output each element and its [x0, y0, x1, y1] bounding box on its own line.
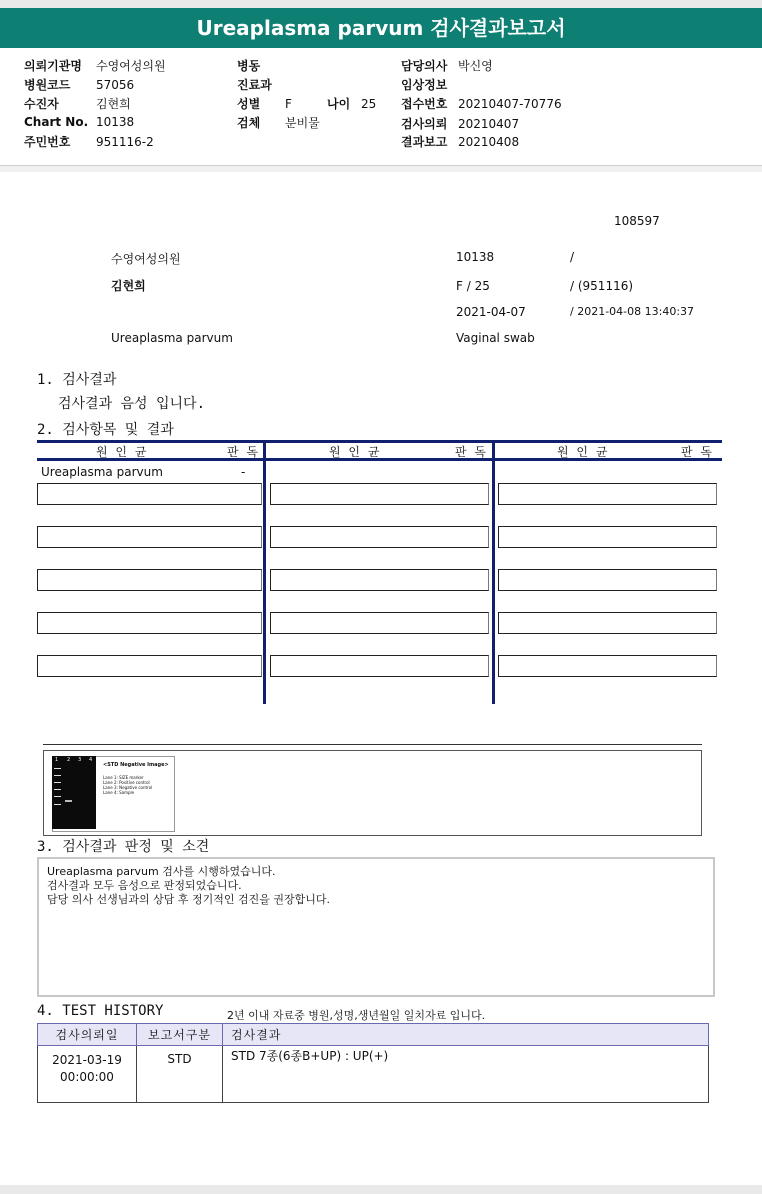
info-patient: 수진자 김현희	[24, 97, 131, 111]
info-clinic: 의뢰기관명 수영여성의원	[24, 59, 166, 73]
result-cell	[498, 526, 717, 548]
gel-lane-2: 2	[67, 757, 71, 763]
section-4-title: 4. TEST HISTORY	[37, 1003, 164, 1019]
gel-legend-lane1: Lane 1: SIZE marker	[103, 775, 144, 780]
info-clinical: 임상정보	[401, 78, 448, 92]
divider-band	[0, 166, 762, 172]
info-report-date: 결과보고 20210408	[401, 135, 520, 149]
image-top-rule	[43, 744, 702, 745]
result-cell	[37, 526, 262, 548]
history-header-row	[38, 1024, 709, 1046]
result-cell	[37, 569, 262, 591]
finding-line: 검사결과 모두 음성으로 판정되었습니다.	[47, 879, 242, 892]
result-cell	[270, 569, 489, 591]
gel-band	[54, 796, 61, 797]
history-result: STD 7종(6종B+UP) : UP(+)	[223, 1046, 709, 1103]
result-cell	[270, 655, 489, 677]
result-value: -	[241, 465, 246, 479]
doc-test-name: Ureaplasma parvum	[111, 331, 233, 345]
gel-band	[65, 800, 72, 802]
bottom-bar	[0, 1185, 762, 1194]
col-header-organism: 원 인 균	[329, 445, 382, 459]
top-bar	[0, 0, 762, 8]
gel-band	[54, 782, 61, 783]
col-header-organism: 원 인 균	[96, 445, 149, 459]
gel-band	[54, 775, 61, 776]
doc-specimen: Vaginal swab	[456, 331, 535, 345]
doc-birth: / (951116)	[570, 279, 634, 293]
info-receipt-no: 접수번호 20210407-70776	[401, 97, 562, 111]
result-organism: Ureaplasma parvum	[41, 465, 163, 479]
history-date: 2021-03-19	[52, 1053, 122, 1067]
doc-clinic: 수영여성의원	[111, 252, 181, 266]
section-1-title: 1. 검사결과	[37, 372, 117, 388]
doc-number: 108597	[614, 214, 660, 228]
result-cell	[270, 526, 489, 548]
info-specimen: 검체 분비물	[237, 116, 320, 130]
history-row[interactable]	[38, 1046, 709, 1103]
gel-lane-3: 3	[78, 757, 82, 763]
gel-legend-lane3: Lane 3: Negative control	[103, 785, 153, 790]
gel-legend-lane2: Lane 2: Positive control	[103, 780, 150, 785]
table-col-divider	[492, 440, 495, 704]
gel-band	[54, 789, 61, 790]
finding-line: 담당 의사 선생님과의 상담 후 정기적인 검진을 권장합니다.	[47, 893, 330, 906]
result-cell	[498, 483, 717, 505]
info-hospital-code: 병원코드 57056	[24, 78, 135, 92]
result-cell	[270, 483, 489, 505]
gel-legend-lane4: Lane 4: Sample	[103, 790, 135, 795]
section-1-result: 검사결과 음성 입니다.	[58, 396, 206, 412]
info-age: 나이 25	[327, 97, 377, 111]
result-cell	[37, 483, 262, 505]
table-col-divider	[263, 440, 266, 704]
history-date-cell	[38, 1046, 137, 1103]
result-cell	[498, 655, 717, 677]
doc-slash: /	[570, 250, 575, 264]
col-header-organism: 원 인 균	[557, 445, 610, 459]
doc-sex-age: F / 25	[456, 279, 490, 293]
history-col-type: 보고서구분	[137, 1024, 223, 1046]
info-sex: 성별 F	[237, 97, 292, 111]
gel-lane-4: 4	[89, 757, 93, 763]
doc-chart: 10138	[456, 250, 495, 264]
gel-band	[54, 768, 61, 769]
section-2-title: 2. 검사항목 및 결과	[37, 422, 174, 438]
report-title: Ureaplasma parvum 검사결과보고서	[0, 8, 762, 48]
col-header-result: 판 독	[227, 445, 260, 459]
result-cell	[270, 612, 489, 634]
result-cell	[37, 655, 262, 677]
history-col-date: 검사의뢰일	[38, 1024, 137, 1046]
info-id-number: 주민번호 951116-2	[24, 135, 154, 149]
gel-lane-1: 1	[55, 757, 59, 763]
doc-report-datetime: / 2021-04-08 13:40:37	[570, 305, 695, 318]
history-table	[37, 1023, 709, 1103]
result-cell	[37, 612, 262, 634]
result-cell	[498, 569, 717, 591]
info-chart-no: Chart No. 10138	[24, 115, 135, 129]
gel-caption-title: <STD Negative Image>	[103, 762, 169, 768]
history-note: 2년 이내 자료중 병원,성명,생년월일 일치자료 입니다.	[227, 1009, 486, 1022]
gel-band	[54, 804, 61, 805]
section-3-title: 3. 검사결과 판정 및 소견	[37, 839, 210, 855]
result-cell	[498, 612, 717, 634]
gel-image	[52, 756, 96, 829]
history-time: 00:00:00	[60, 1070, 114, 1084]
history-type: STD	[137, 1046, 223, 1103]
info-request-date: 검사의뢰 20210407	[401, 117, 520, 131]
col-header-result: 판 독	[681, 445, 714, 459]
info-department: 진료과	[237, 78, 272, 92]
info-ward: 병동	[237, 59, 261, 73]
history-col-result: 검사결과	[223, 1024, 709, 1046]
doc-patient: 김현희	[111, 279, 146, 293]
doc-request-date: 2021-04-07	[456, 305, 526, 319]
info-doctor: 담당의사 박신영	[401, 59, 493, 73]
finding-line: Ureaplasma parvum 검사를 시행하였습니다.	[47, 865, 276, 878]
findings-box	[37, 857, 715, 997]
col-header-result: 판 독	[455, 445, 488, 459]
